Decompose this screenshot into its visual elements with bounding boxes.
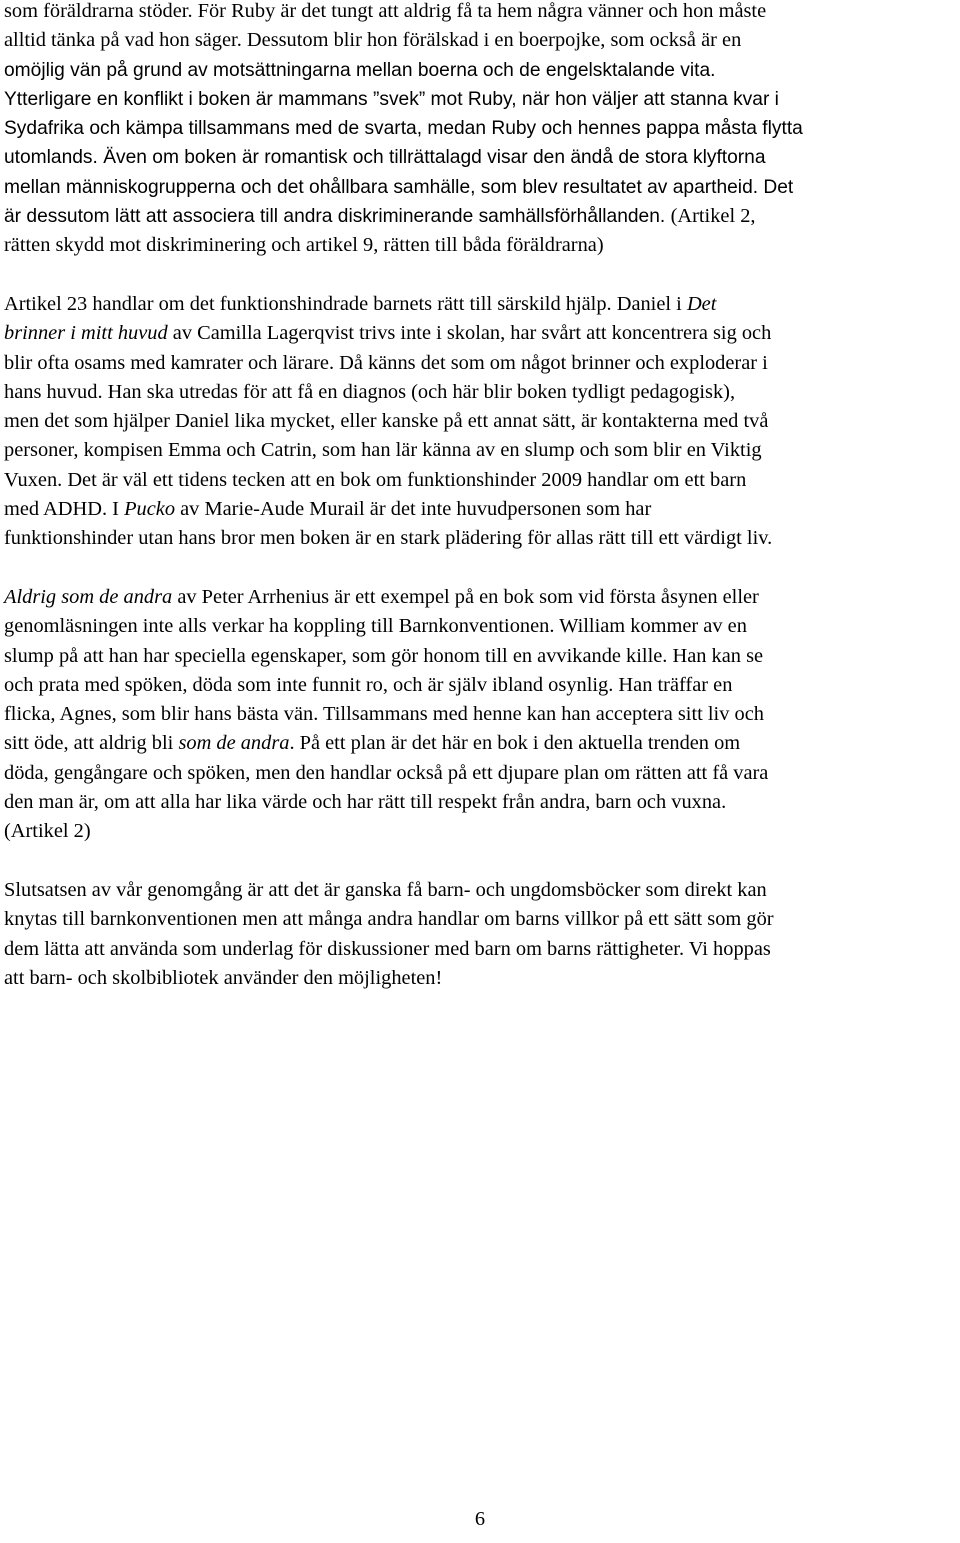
text-run: rätten skydd mot diskriminering och artikel 9, rätten till båda föräldrarna)	[4, 234, 604, 257]
text-line	[4, 935, 960, 964]
text-run: är dessutom lätt att associera till andra diskriminerande samhällsförhållanden.	[4, 206, 671, 228]
text-line	[4, 788, 960, 817]
text-run: hans huvud. Han ska utredas för att få en diagnos (och här blir boken tydligt pedagogisk),	[4, 380, 736, 403]
text-run: alltid tänka på vad hon säger. Dessutom blir hon förälskad i en boerpojke, som också är en	[4, 29, 742, 52]
text-run: . På ett plan är det här en bok i den aktuella trenden om	[289, 732, 741, 755]
text-run: genomläsningen inte alls verkar ha koppling till Barnkonventionen. William kommer av en	[4, 615, 747, 638]
text-run: personer, kompisen Emma och Catrin, som han lär känna av en slump och som blir en Viktig	[4, 439, 762, 462]
text-line	[4, 612, 960, 641]
text-run: av Camilla Lagerqvist trivs inte i skolan, har svårt att koncentrera sig och	[167, 322, 772, 345]
italic-title: Aldrig som de andra	[4, 585, 173, 608]
italic-title: som de andra	[178, 732, 290, 755]
text-run: omöjlig vän på grund av motsättningarna mellan boerna och de engelsktalande vita.	[4, 59, 716, 81]
text-line	[4, 583, 960, 612]
text-run: knytas till barnkonventionen men att många andra handlar om barns villkor på ett sätt som gör	[4, 908, 774, 931]
text-line	[4, 495, 960, 524]
text-run: Det	[763, 176, 794, 198]
text-line	[4, 436, 960, 465]
text-line	[4, 817, 960, 846]
text-line	[4, 378, 960, 407]
text-line	[4, 642, 960, 671]
text-run: Artikel 23 handlar om det funktionshindrade barnets rätt till särskild hjälp. Daniel i	[4, 292, 687, 315]
italic-title: Pucko	[124, 498, 176, 521]
text-line	[4, 729, 960, 758]
italic-title: Det	[686, 292, 717, 315]
text-line	[4, 143, 960, 172]
text-run: som föräldrarna stöder. För Ruby är det tungt att aldrig få ta hem några vänner och hon måste	[4, 0, 767, 22]
text-run: utomlands.	[4, 147, 104, 169]
text-run: Vuxen. Det är väl ett tidens tecken att en bok om funktionshinder 2009 handlar om ett barn	[4, 468, 747, 491]
paragraph-article-23	[4, 290, 960, 554]
page-number: 6	[474, 1508, 486, 1530]
text-run: flicka, Agnes, som blir hans bästa vän. Tillsammans med henne kan han acceptera sitt liv och	[4, 703, 764, 726]
text-run: Sydafrika och kämpa tillsammans med de svarta, medan Ruby och hennes pappa måsta flytta	[4, 118, 803, 140]
text-line	[4, 700, 960, 729]
text-run: den man är, om att alla har lika värde och har rätt till respekt från andra, barn och vuxna.	[4, 791, 727, 814]
text-run: blir ofta osams med kamrater och lärare. Då känns det som om något brinner och exploderar i	[4, 351, 768, 374]
text-run: döda, gengångare och spöken, men den handlar också på ett djupare plan om rätten att få vara	[4, 761, 769, 784]
text-line	[4, 26, 960, 55]
text-line	[4, 964, 960, 993]
document-page	[4, 0, 960, 1022]
text-line	[4, 524, 960, 553]
text-run: funktionshinder utan hans bror men boken är en stark plädering för allas rätt till ett värdigt liv.	[4, 527, 773, 550]
text-run: att barn- och skolbibliotek använder den möjligheten!	[4, 966, 443, 989]
text-run: av Peter Arrhenius är ett exempel på en bok som vid första åsynen eller	[172, 585, 759, 608]
text-line	[4, 173, 960, 202]
text-line	[4, 876, 960, 905]
text-run: (Artikel 2,	[670, 205, 756, 228]
text-line	[4, 202, 960, 231]
text-run: mellan människogrupperna och det ohållbara samhälle, som blev resultatet av apartheid.	[4, 176, 764, 198]
text-line	[4, 466, 960, 495]
text-line	[4, 85, 960, 114]
text-run: (Artikel 2)	[4, 820, 91, 843]
text-run: med ADHD. I	[4, 498, 125, 521]
text-line	[4, 319, 960, 348]
text-run: sitt öde, att aldrig bli	[4, 732, 179, 755]
text-line	[4, 349, 960, 378]
italic-title: brinner i mitt huvud	[4, 322, 168, 345]
text-run: Slutsatsen av vår genomgång är att det är ganska få barn- och ungdomsböcker som direkt kan	[4, 878, 767, 901]
text-run: av Marie-Aude Murail är det inte huvudpersonen som har	[175, 498, 652, 521]
text-run: Ytterligare en konflikt i boken är mammans ”svek” mot Ruby, när hon väljer att stanna kvar i	[4, 88, 779, 110]
text-line	[4, 114, 960, 143]
text-line	[4, 0, 960, 26]
text-run: dem lätta att använda som underlag för diskussioner med barn om barns rättigheter. Vi hoppas	[4, 937, 771, 960]
text-run: slump på att han har speciella egenskaper, som gör honom till en avvikande kille. Han kan se	[4, 644, 764, 667]
text-line	[4, 671, 960, 700]
paragraph-conclusion	[4, 876, 960, 993]
paragraph-aldrig-som-de-andra	[4, 583, 960, 847]
text-run: men det som hjälper Daniel lika mycket, eller kanske på ett annat sätt, är kontakterna med två	[4, 410, 769, 433]
text-line	[4, 407, 960, 436]
text-run: och prata med spöken, döda som inte funnit ro, och är själv ibland osynlig. Han träffar en	[4, 673, 733, 696]
text-line	[4, 905, 960, 934]
text-run: Även om boken är romantisk och tillrättalagd visar den ändå de stora klyftorna	[103, 147, 766, 169]
text-line	[4, 231, 960, 260]
paragraph-ruby	[4, 0, 960, 261]
text-line	[4, 759, 960, 788]
text-line	[4, 290, 960, 319]
text-line	[4, 56, 960, 85]
